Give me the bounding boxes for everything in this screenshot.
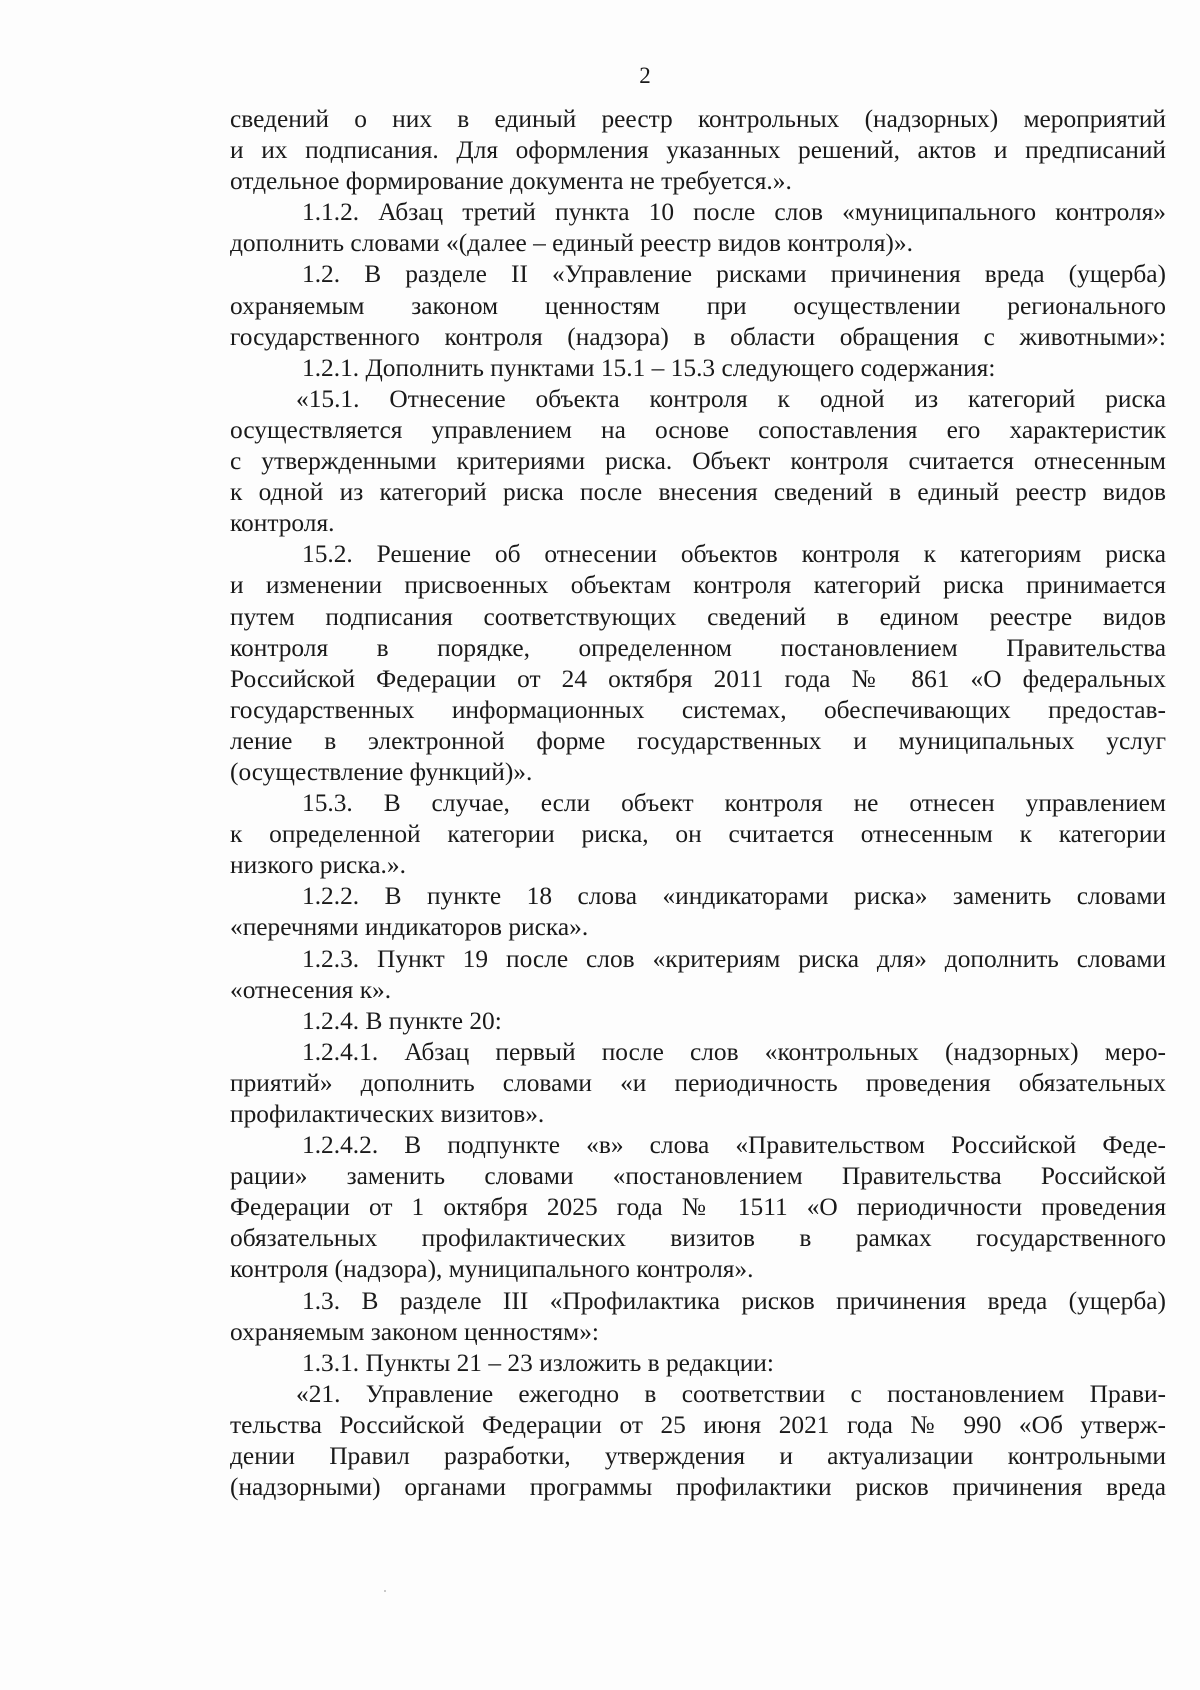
- text-line: 1.2.4.1. Абзац первый после слов «контрольных (надзорных) меро-: [302, 1037, 1166, 1066]
- text-line: 1.2.4. В пункте 20:: [302, 1006, 502, 1035]
- text-line: 15.2. Решение об отнесении объектов контроля к категориям риска: [302, 540, 1166, 569]
- text-line: охраняемым законом ценностям»:: [230, 1317, 599, 1346]
- text-line: государственного контроля (надзора) в области обращения с животными»:: [230, 322, 1166, 351]
- text-line: «перечнями индикаторов риска».: [230, 913, 589, 942]
- scan-speck: [384, 1590, 386, 1592]
- text-line: «21. Управление ежегодно в соответствии с постановлением Прави-: [296, 1379, 1166, 1408]
- text-line: 1.3.1. Пункты 21 – 23 изложить в редакции:: [302, 1348, 774, 1377]
- text-line: осуществляется управлением на основе сопоставления его характеристик: [230, 415, 1166, 444]
- text-line: (надзорными) органами программы профилактики рисков причинения вреда: [230, 1473, 1166, 1502]
- text-line: к определенной категории риска, он считается отнесенным к категории: [230, 820, 1166, 849]
- text-line: рации» заменить словами «постановлением Правительства Российской: [230, 1162, 1166, 1191]
- text-line: низкого риска.».: [230, 851, 406, 880]
- text-line: Российской Федерации от 24 октября 2011 года № 861 «О федеральных: [230, 664, 1166, 693]
- text-line: путем подписания соответствующих сведений в едином реестре видов: [230, 602, 1166, 631]
- text-line: 1.2. В разделе II «Управление рисками причинения вреда (ущерба): [302, 260, 1166, 289]
- text-line: к одной из категорий риска после внесения сведений в единый реестр видов: [230, 478, 1166, 507]
- text-line: контроля.: [230, 509, 335, 538]
- document-body: [230, 104, 1166, 1503]
- text-line: контроля в порядке, определенном постановлением Правительства: [230, 633, 1166, 662]
- text-line: «15.1. Отнесение объекта контроля к одной из категорий риска: [296, 384, 1166, 413]
- text-line: 1.2.2. В пункте 18 слова «индикаторами риска» заменить словами: [302, 882, 1166, 911]
- text-line: 1.2.1. Дополнить пунктами 15.1 – 15.3 следующего содержания:: [302, 353, 996, 382]
- text-line: государственных информационных системах, обеспечивающих предостав-: [230, 695, 1166, 724]
- text-line: 1.2.3. Пункт 19 после слов «критериям риска для» дополнить словами: [302, 944, 1166, 973]
- text-line: 1.2.4.2. В подпункте «в» слова «Правительством Российской Феде-: [302, 1131, 1166, 1160]
- text-line: Федерации от 1 октября 2025 года № 1511 «О периодичности проведения: [230, 1193, 1166, 1222]
- text-line: 1.1.2. Абзац третий пункта 10 после слов «муниципального контроля»: [302, 198, 1166, 227]
- text-line: 15.3. В случае, если объект контроля не отнесен управлением: [302, 789, 1166, 818]
- text-line: (осуществление функций)».: [230, 757, 533, 786]
- text-line: обязательных профилактических визитов в рамках государственного: [230, 1224, 1166, 1253]
- text-line: приятий» дополнить словами «и периодичность проведения обязательных: [230, 1068, 1166, 1097]
- text-line: профилактических визитов».: [230, 1100, 545, 1128]
- text-line: 1.3. В разделе III «Профилактика рисков причинения вреда (ущерба): [302, 1286, 1166, 1315]
- text-line: охраняемым законом ценностям при осуществлении регионального: [230, 291, 1166, 320]
- text-line: отдельное формирование документа не требуется.».: [230, 167, 792, 196]
- text-line: и изменении присвоенных объектам контроля категорий риска принимается: [230, 571, 1166, 600]
- text-line: с утвержденными критериями риска. Объект контроля считается отнесенным: [230, 447, 1166, 476]
- text-line: и их подписания. Для оформления указанных решений, актов и предписаний: [230, 136, 1166, 165]
- text-line: дополнить словами «(далее – единый реестр видов контроля)».: [230, 229, 913, 258]
- text-line: тельства Российской Федерации от 25 июня 2021 года № 990 «Об утверж-: [230, 1410, 1166, 1439]
- text-line: дении Правил разработки, утверждения и актуализации контрольными: [230, 1442, 1166, 1471]
- text-line: контроля (надзора), муниципального контроля».: [230, 1255, 754, 1284]
- page-number: 2: [639, 63, 651, 88]
- text-line: сведений о них в единый реестр контрольных (надзорных) мероприятий: [230, 105, 1166, 133]
- text-line: ление в электронной форме государственных и муниципальных услуг: [230, 726, 1166, 755]
- text-line: «отнесения к».: [230, 975, 392, 1004]
